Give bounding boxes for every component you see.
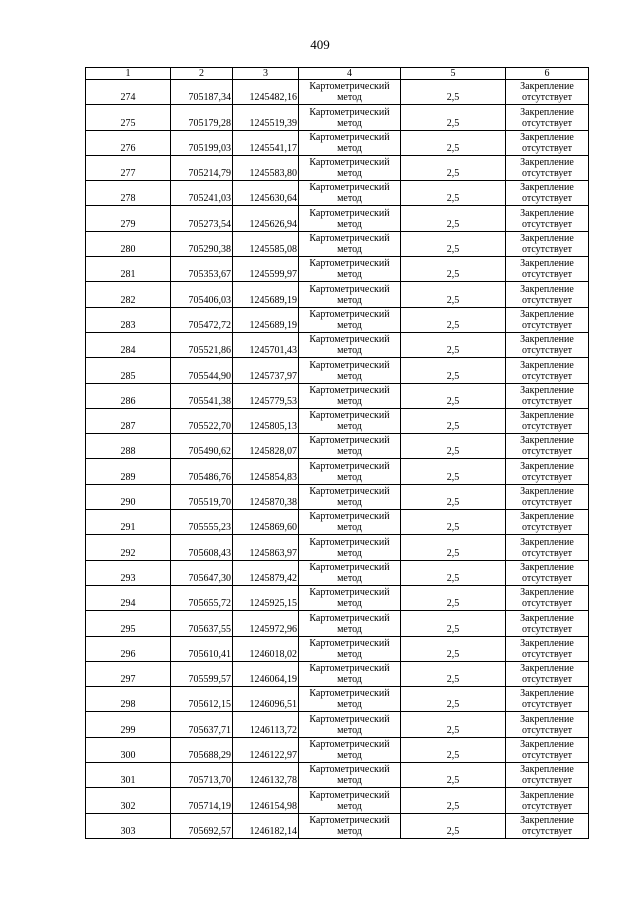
accuracy-cell: 2,5 — [401, 636, 506, 661]
y-coordinate-cell: 1246113,72 — [233, 712, 299, 737]
accuracy-cell: 2,5 — [401, 434, 506, 459]
point-number-cell: 290 — [86, 484, 171, 509]
y-coordinate-cell: 1245805,13 — [233, 408, 299, 433]
table-row — [86, 661, 589, 686]
accuracy-cell: 2,5 — [401, 358, 506, 383]
table-row — [86, 434, 589, 459]
x-coordinate-cell: 705519,70 — [171, 484, 233, 509]
method-cell: Картометрический метод — [299, 712, 401, 737]
column-header-5: 5 — [401, 68, 506, 80]
table-row — [86, 206, 589, 231]
method-cell: Картометрический метод — [299, 560, 401, 585]
fixing-cell: Закрепление отсутствует — [506, 181, 589, 206]
accuracy-cell: 2,5 — [401, 763, 506, 788]
fixing-cell: Закрепление отсутствует — [506, 231, 589, 256]
accuracy-cell: 2,5 — [401, 282, 506, 307]
y-coordinate-cell: 1245599,97 — [233, 257, 299, 282]
fixing-cell: Закрепление отсутствует — [506, 535, 589, 560]
point-number-cell: 275 — [86, 105, 171, 130]
method-cell: Картометрический метод — [299, 231, 401, 256]
method-cell: Картометрический метод — [299, 510, 401, 535]
fixing-cell: Закрепление отсутствует — [506, 408, 589, 433]
table-row — [86, 130, 589, 155]
table-row — [86, 231, 589, 256]
point-number-cell: 295 — [86, 611, 171, 636]
accuracy-cell: 2,5 — [401, 813, 506, 838]
point-number-cell: 303 — [86, 813, 171, 838]
point-number-cell: 298 — [86, 687, 171, 712]
point-number-cell: 280 — [86, 231, 171, 256]
point-number-cell: 283 — [86, 307, 171, 332]
method-cell: Картометрический метод — [299, 459, 401, 484]
table-row — [86, 459, 589, 484]
table-row — [86, 257, 589, 282]
point-number-cell: 297 — [86, 661, 171, 686]
method-cell: Картометрический метод — [299, 155, 401, 180]
point-number-cell: 274 — [86, 80, 171, 105]
accuracy-cell: 2,5 — [401, 332, 506, 357]
fixing-cell: Закрепление отсутствует — [506, 332, 589, 357]
point-number-cell: 286 — [86, 383, 171, 408]
y-coordinate-cell: 1245779,53 — [233, 383, 299, 408]
method-cell: Картометрический метод — [299, 358, 401, 383]
table-row — [86, 181, 589, 206]
x-coordinate-cell: 705608,43 — [171, 535, 233, 560]
method-cell: Картометрический метод — [299, 434, 401, 459]
x-coordinate-cell: 705612,15 — [171, 687, 233, 712]
x-coordinate-cell: 705544,90 — [171, 358, 233, 383]
x-coordinate-cell: 705490,62 — [171, 434, 233, 459]
y-coordinate-cell: 1245630,64 — [233, 181, 299, 206]
y-coordinate-cell: 1245854,83 — [233, 459, 299, 484]
fixing-cell: Закрепление отсутствует — [506, 358, 589, 383]
table-header — [86, 68, 589, 80]
point-number-cell: 287 — [86, 408, 171, 433]
point-number-cell: 300 — [86, 737, 171, 762]
method-cell: Картометрический метод — [299, 636, 401, 661]
method-cell: Картометрический метод — [299, 535, 401, 560]
accuracy-cell: 2,5 — [401, 383, 506, 408]
column-header-4: 4 — [299, 68, 401, 80]
method-cell: Картометрический метод — [299, 257, 401, 282]
table-row — [86, 611, 589, 636]
table-row — [86, 358, 589, 383]
table-row — [86, 510, 589, 535]
accuracy-cell: 2,5 — [401, 712, 506, 737]
table-row — [86, 813, 589, 838]
fixing-cell: Закрепление отсутствует — [506, 737, 589, 762]
x-coordinate-cell: 705714,19 — [171, 788, 233, 813]
y-coordinate-cell: 1245737,97 — [233, 358, 299, 383]
point-number-cell: 276 — [86, 130, 171, 155]
method-cell: Картометрический метод — [299, 130, 401, 155]
method-cell: Картометрический метод — [299, 484, 401, 509]
accuracy-cell: 2,5 — [401, 459, 506, 484]
accuracy-cell: 2,5 — [401, 661, 506, 686]
table-row — [86, 332, 589, 357]
x-coordinate-cell: 705555,23 — [171, 510, 233, 535]
y-coordinate-cell: 1245519,39 — [233, 105, 299, 130]
x-coordinate-cell: 705406,03 — [171, 282, 233, 307]
method-cell: Картометрический метод — [299, 105, 401, 130]
accuracy-cell: 2,5 — [401, 585, 506, 610]
table-row — [86, 383, 589, 408]
method-cell: Картометрический метод — [299, 763, 401, 788]
x-coordinate-cell: 705541,38 — [171, 383, 233, 408]
table-body — [86, 80, 589, 839]
accuracy-cell: 2,5 — [401, 155, 506, 180]
x-coordinate-cell: 705179,28 — [171, 105, 233, 130]
point-number-cell: 301 — [86, 763, 171, 788]
method-cell: Картометрический метод — [299, 687, 401, 712]
y-coordinate-cell: 1246132,78 — [233, 763, 299, 788]
fixing-cell: Закрепление отсутствует — [506, 155, 589, 180]
point-number-cell: 282 — [86, 282, 171, 307]
fixing-cell: Закрепление отсутствует — [506, 763, 589, 788]
method-cell: Картометрический метод — [299, 282, 401, 307]
table-row — [86, 80, 589, 105]
accuracy-cell: 2,5 — [401, 535, 506, 560]
y-coordinate-cell: 1245863,97 — [233, 535, 299, 560]
accuracy-cell: 2,5 — [401, 206, 506, 231]
point-number-cell: 281 — [86, 257, 171, 282]
y-coordinate-cell: 1245689,19 — [233, 307, 299, 332]
fixing-cell: Закрепление отсутствует — [506, 712, 589, 737]
fixing-cell: Закрепление отсутствует — [506, 307, 589, 332]
x-coordinate-cell: 705599,57 — [171, 661, 233, 686]
fixing-cell: Закрепление отсутствует — [506, 636, 589, 661]
x-coordinate-cell: 705647,30 — [171, 560, 233, 585]
x-coordinate-cell: 705521,86 — [171, 332, 233, 357]
x-coordinate-cell: 705713,70 — [171, 763, 233, 788]
fixing-cell: Закрепление отсутствует — [506, 484, 589, 509]
accuracy-cell: 2,5 — [401, 130, 506, 155]
fixing-cell: Закрепление отсутствует — [506, 282, 589, 307]
fixing-cell: Закрепление отсутствует — [506, 80, 589, 105]
method-cell: Картометрический метод — [299, 80, 401, 105]
x-coordinate-cell: 705637,55 — [171, 611, 233, 636]
point-number-cell: 277 — [86, 155, 171, 180]
table-row — [86, 636, 589, 661]
y-coordinate-cell: 1245972,96 — [233, 611, 299, 636]
x-coordinate-cell: 705486,76 — [171, 459, 233, 484]
point-number-cell: 293 — [86, 560, 171, 585]
fixing-cell: Закрепление отсутствует — [506, 105, 589, 130]
point-number-cell: 279 — [86, 206, 171, 231]
table-row — [86, 687, 589, 712]
x-coordinate-cell: 705655,72 — [171, 585, 233, 610]
accuracy-cell: 2,5 — [401, 408, 506, 433]
fixing-cell: Закрепление отсутствует — [506, 130, 589, 155]
y-coordinate-cell: 1246154,98 — [233, 788, 299, 813]
table-row — [86, 307, 589, 332]
fixing-cell: Закрепление отсутствует — [506, 611, 589, 636]
x-coordinate-cell: 705290,38 — [171, 231, 233, 256]
method-cell: Картометрический метод — [299, 383, 401, 408]
y-coordinate-cell: 1245585,08 — [233, 231, 299, 256]
fixing-cell: Закрепление отсутствует — [506, 383, 589, 408]
method-cell: Картометрический метод — [299, 788, 401, 813]
fixing-cell: Закрепление отсутствует — [506, 687, 589, 712]
method-cell: Картометрический метод — [299, 206, 401, 231]
fixing-cell: Закрепление отсутствует — [506, 661, 589, 686]
column-header-3: 3 — [233, 68, 299, 80]
table-row — [86, 484, 589, 509]
fixing-cell: Закрепление отсутствует — [506, 560, 589, 585]
method-cell: Картометрический метод — [299, 737, 401, 762]
point-number-cell: 292 — [86, 535, 171, 560]
y-coordinate-cell: 1245583,80 — [233, 155, 299, 180]
method-cell: Картометрический метод — [299, 661, 401, 686]
accuracy-cell: 2,5 — [401, 510, 506, 535]
x-coordinate-cell: 705187,34 — [171, 80, 233, 105]
column-header-2: 2 — [171, 68, 233, 80]
table-row — [86, 788, 589, 813]
accuracy-cell: 2,5 — [401, 105, 506, 130]
y-coordinate-cell: 1245626,94 — [233, 206, 299, 231]
accuracy-cell: 2,5 — [401, 231, 506, 256]
fixing-cell: Закрепление отсутствует — [506, 459, 589, 484]
point-number-cell: 288 — [86, 434, 171, 459]
table-row — [86, 282, 589, 307]
point-number-cell: 302 — [86, 788, 171, 813]
accuracy-cell: 2,5 — [401, 788, 506, 813]
point-number-cell: 289 — [86, 459, 171, 484]
table-row — [86, 737, 589, 762]
fixing-cell: Закрепление отсутствует — [506, 813, 589, 838]
y-coordinate-cell: 1245869,60 — [233, 510, 299, 535]
fixing-cell: Закрепление отсутствует — [506, 434, 589, 459]
x-coordinate-cell: 705353,67 — [171, 257, 233, 282]
fixing-cell: Закрепление отсутствует — [506, 257, 589, 282]
point-number-cell: 278 — [86, 181, 171, 206]
accuracy-cell: 2,5 — [401, 307, 506, 332]
column-header-1: 1 — [86, 68, 171, 80]
x-coordinate-cell: 705199,03 — [171, 130, 233, 155]
page-number: 409 — [310, 37, 330, 52]
accuracy-cell: 2,5 — [401, 611, 506, 636]
y-coordinate-cell: 1246064,19 — [233, 661, 299, 686]
fixing-cell: Закрепление отсутствует — [506, 788, 589, 813]
y-coordinate-cell: 1245925,15 — [233, 585, 299, 610]
y-coordinate-cell: 1245689,19 — [233, 282, 299, 307]
x-coordinate-cell: 705472,72 — [171, 307, 233, 332]
point-number-cell: 294 — [86, 585, 171, 610]
x-coordinate-cell: 705522,70 — [171, 408, 233, 433]
fixing-cell: Закрепление отсутствует — [506, 510, 589, 535]
point-number-cell: 291 — [86, 510, 171, 535]
x-coordinate-cell: 705637,71 — [171, 712, 233, 737]
point-number-cell: 296 — [86, 636, 171, 661]
y-coordinate-cell: 1245828,07 — [233, 434, 299, 459]
y-coordinate-cell: 1246122,97 — [233, 737, 299, 762]
table-row — [86, 408, 589, 433]
fixing-cell: Закрепление отсутствует — [506, 206, 589, 231]
point-number-cell: 285 — [86, 358, 171, 383]
y-coordinate-cell: 1246182,14 — [233, 813, 299, 838]
x-coordinate-cell: 705214,79 — [171, 155, 233, 180]
table-row — [86, 712, 589, 737]
y-coordinate-cell: 1245879,42 — [233, 560, 299, 585]
table-row — [86, 535, 589, 560]
method-cell: Картометрический метод — [299, 611, 401, 636]
x-coordinate-cell: 705241,03 — [171, 181, 233, 206]
header-row — [86, 68, 589, 80]
method-cell: Картометрический метод — [299, 332, 401, 357]
coordinates-table — [85, 67, 589, 839]
y-coordinate-cell: 1245482,16 — [233, 80, 299, 105]
y-coordinate-cell: 1245701,43 — [233, 332, 299, 357]
table-row — [86, 105, 589, 130]
accuracy-cell: 2,5 — [401, 181, 506, 206]
column-header-6: 6 — [506, 68, 589, 80]
accuracy-cell: 2,5 — [401, 560, 506, 585]
method-cell: Картометрический метод — [299, 813, 401, 838]
table-row — [86, 560, 589, 585]
x-coordinate-cell: 705610,41 — [171, 636, 233, 661]
accuracy-cell: 2,5 — [401, 257, 506, 282]
fixing-cell: Закрепление отсутствует — [506, 585, 589, 610]
method-cell: Картометрический метод — [299, 408, 401, 433]
table-row — [86, 585, 589, 610]
table-row — [86, 155, 589, 180]
y-coordinate-cell: 1246018,02 — [233, 636, 299, 661]
x-coordinate-cell: 705273,54 — [171, 206, 233, 231]
method-cell: Картометрический метод — [299, 585, 401, 610]
y-coordinate-cell: 1246096,51 — [233, 687, 299, 712]
accuracy-cell: 2,5 — [401, 687, 506, 712]
y-coordinate-cell: 1245541,17 — [233, 130, 299, 155]
x-coordinate-cell: 705692,57 — [171, 813, 233, 838]
table-row — [86, 763, 589, 788]
accuracy-cell: 2,5 — [401, 484, 506, 509]
accuracy-cell: 2,5 — [401, 80, 506, 105]
method-cell: Картометрический метод — [299, 181, 401, 206]
point-number-cell: 284 — [86, 332, 171, 357]
y-coordinate-cell: 1245870,38 — [233, 484, 299, 509]
accuracy-cell: 2,5 — [401, 737, 506, 762]
method-cell: Картометрический метод — [299, 307, 401, 332]
point-number-cell: 299 — [86, 712, 171, 737]
x-coordinate-cell: 705688,29 — [171, 737, 233, 762]
